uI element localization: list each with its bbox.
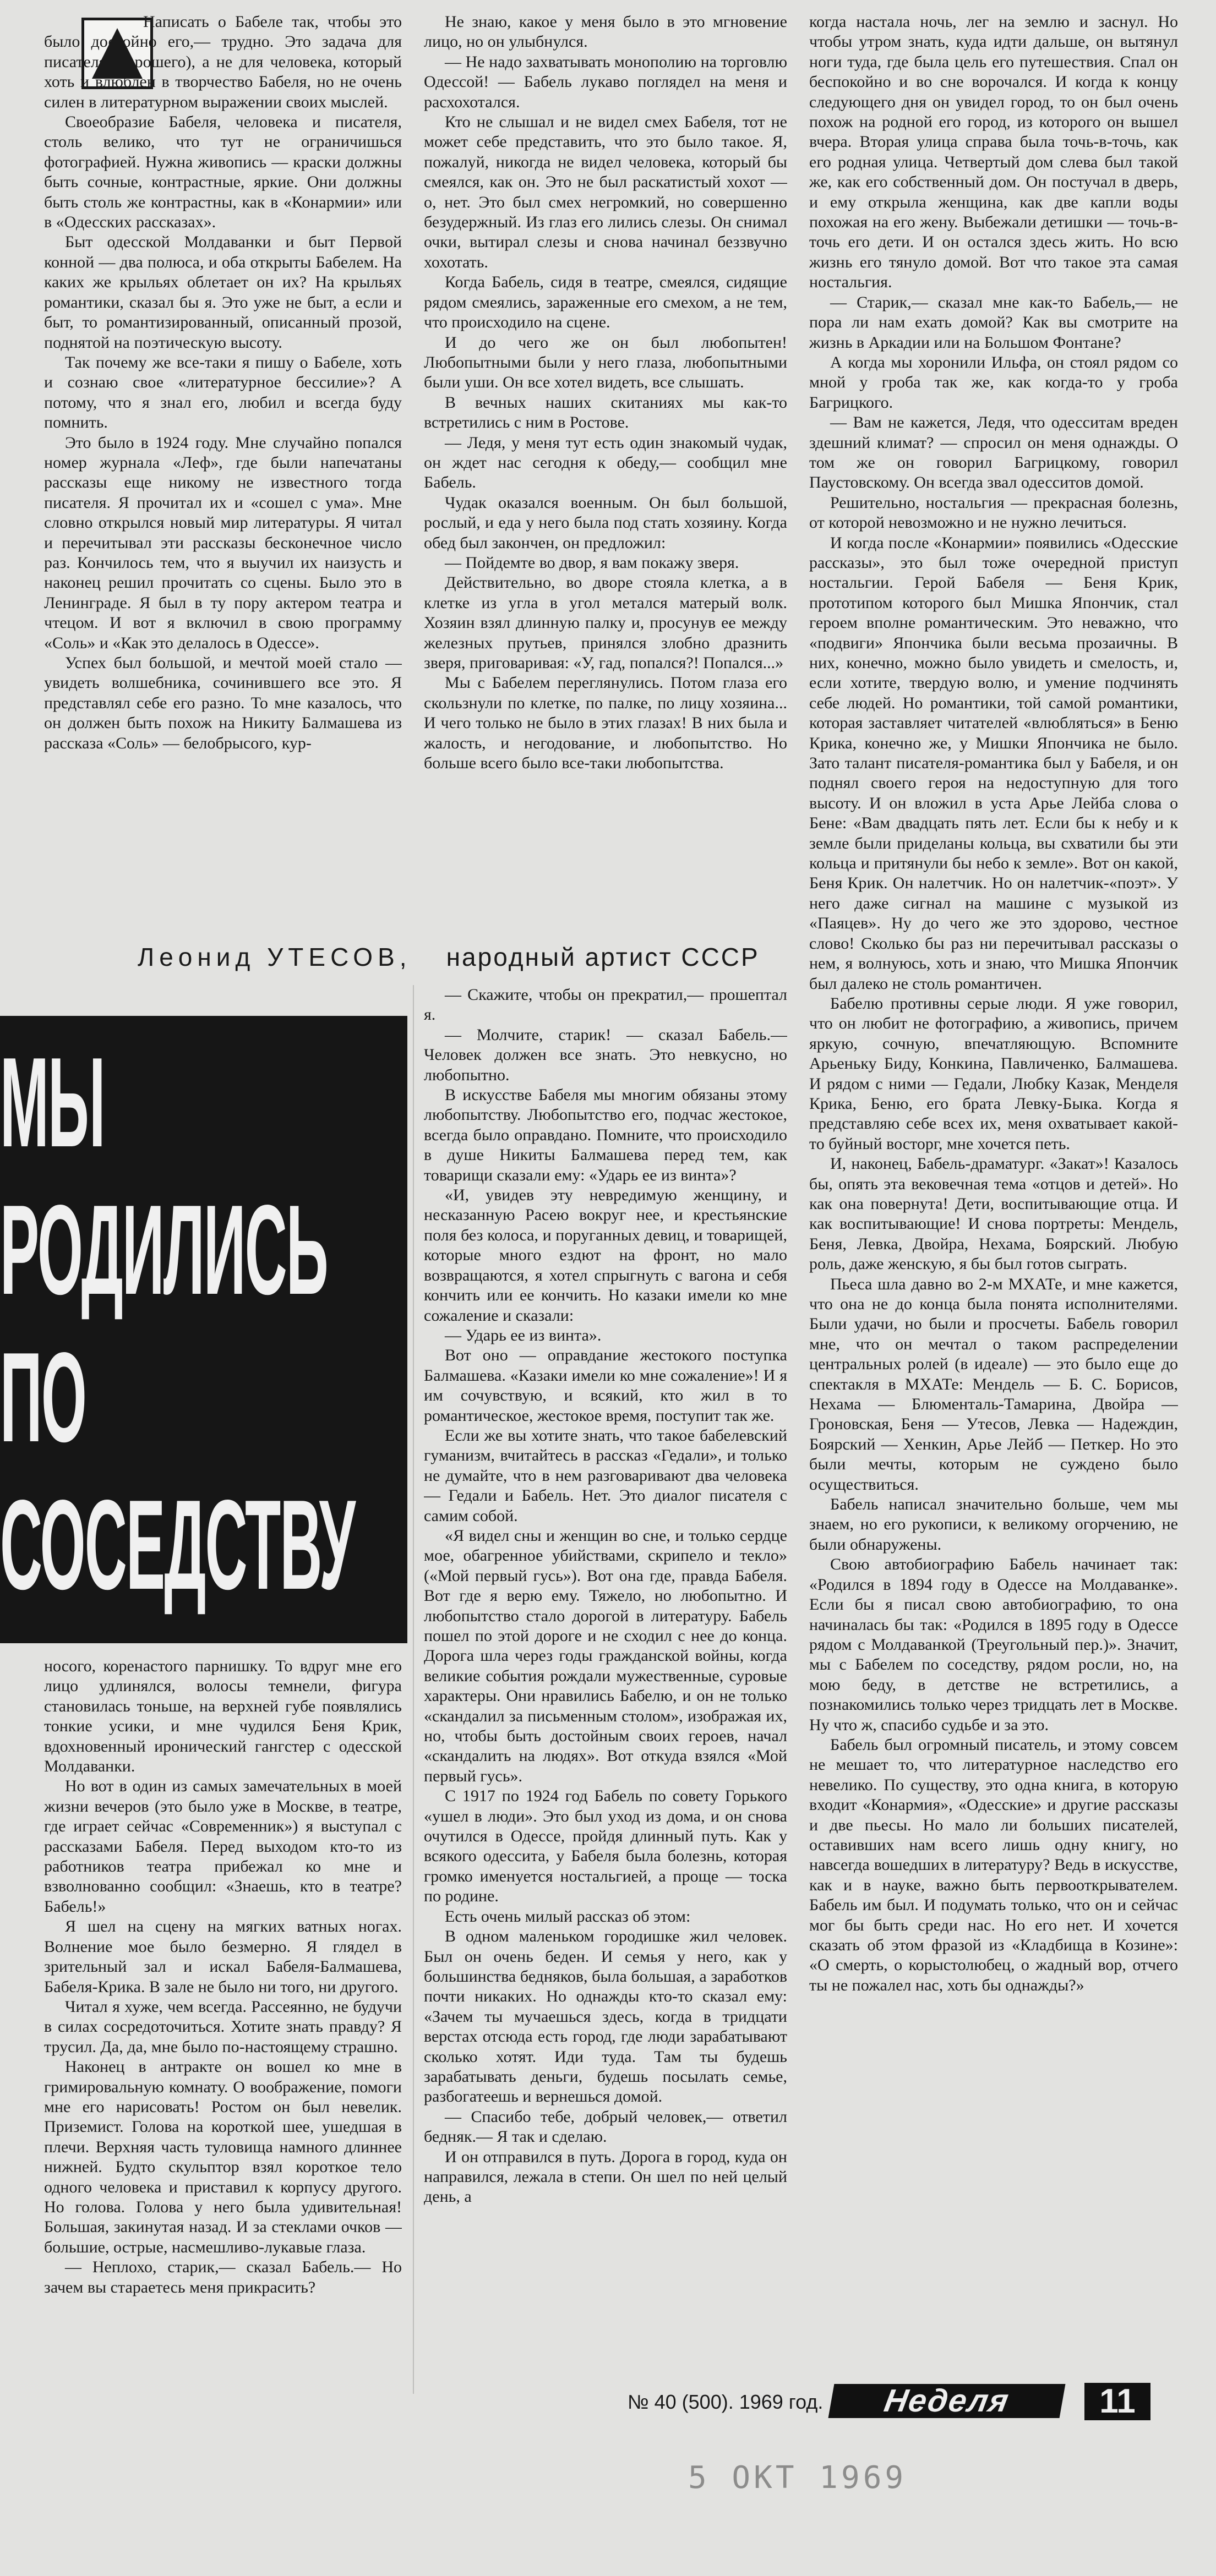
paragraph: — Ударь ее из винта». xyxy=(445,1326,602,1344)
paragraph: Есть очень милый рассказ об этом: xyxy=(445,1907,691,1926)
paragraph: И когда после «Конармии» появились «Одесские рассказы», это был тоже очередной приступ ностальгии. Герой Бабеля — Беня Крик, прототипом которого был Мишка Япончик, стал героем вполне романтическим. Это неважно, что «подвиги» Япончика были весьма прозаичны. В них, конечно, можно было увидеть и смелость, и, если хотите, твердую волю, и умение подчинять себе людей. Но романтики, той самой романтики, которая заставляет читателей «влюбляться» в Беню Крика, конечно же, у Мишки Япончика не было. Зато талант писателя-романтика был у Бабеля, и он поднял своего героя на недоступную для того высоту. И он вложил в уста Арье Лейба слова о Бене: «Вам двадцать пять лет. Если бы к небу и к земле были приделаны кольца, вы схватили бы эти кольца и притянули бы небо к земле». Вот он какой, Беня Крик. Он налетчик. Но он налетчик-«поэт». У него даже сигнал на машине с музыкой из «Паяцев». Ну до чего же это здорово, честное слово! Сколько бы раз ни перечитывал рассказы о нем, я волнуюсь, хоть и знаю, что Мишка Япончик был далеко не столь романтичен. xyxy=(809,533,1178,993)
date-stamp: 5 ОКТ 1969 xyxy=(688,2460,907,2496)
paragraph: — Пойдемте во двор, я вам покажу зверя. xyxy=(445,553,739,572)
paragraph: Не знаю, какое у меня было в это мгновение лицо, но он улыбнулся. xyxy=(424,13,787,51)
paragraph: Действительно, во дворе стояла клетка, а в клетке из угла в угол метался матерый волк. Хозяин взял длинную палку и, просунув ее между железных прутьев, принялся злобно дразнить зверя, приговаривая: «У, гад, попался?! Попался...» xyxy=(424,573,787,672)
paragraph: Успех был большой, и мечтой моей стало — увидеть волшебника, сочинившего все это. Я представлял себе его разно. То мне казалось, что он должен быть похож на Никиту Балмашева из рассказа «Соль» — белобрысого, кур- xyxy=(44,654,402,752)
paragraph: С 1917 по 1924 год Бабель по совету Горького «ушел в люди». Это был уход из дома, и он снова очутился в Одессе, пройдя длинный путь. Как у всякого одессита, у Бабеля была болезнь, которая громко именуется ностальгией, а проще — тоска по родине. xyxy=(424,1787,787,1906)
paragraph: Бабелю противны серые люди. Я уже говорил, что он любит не фотографию, а живопись, причем яркую, сочную, впечатляющую. Вспомните Арьеньку Биду, Конкина, Павличенко, Балмашева. И рядом с ними — Гедали, Любку Казак, Менделя Крика, Беню, его брата Левку-Быка. Когда я представляю себе всех их, меня охватывает какой-то буйный восторг, мне хочется петь. xyxy=(809,994,1178,1153)
paragraph: Но вот в один из самых замечательных в моей жизни вечеров (это было уже в Москве, в театре, где играет сейчас «Современник») я выступал с рассказами Бабеля. Перед выходом кто-то из работников театра прибежал ко мне и взволнованно сообщил: «Знаешь, кто в театре? Бабель!» xyxy=(44,1777,402,1916)
author-name: Леонид УТЕСОВ, xyxy=(138,943,412,971)
paragraph: Когда Бабель, сидя в театре, смеялся, сидящие рядом смеялись, зараженные его смехом, а не тем, что происходило на сцене. xyxy=(424,273,787,332)
paragraph: Вот оно — оправдание жестокого поступка Балмашева. «Казаки имели ко мне сожаление»! И я им сочувствую, и всякий, кто жил в то романтическое, жестокое время, поступит так же. xyxy=(424,1346,787,1425)
paragraph: Так почему же все-таки я пишу о Бабеле, хоть и сознаю свое «литературное бессилие»? А потому, что я знал его, любил и всегда буду помнить. xyxy=(44,353,402,432)
paragraph: Читал я хуже, чем всегда. Рассеянно, не будучи в силах сосредоточиться. Хотите знать правду? Я трусил. Да, да, мне было по-настоящему страшно. xyxy=(44,1997,402,2056)
headline-line-3: ПО xyxy=(0,1326,86,1469)
paragraph: — Скажите, чтобы он прекратил,— прошептал я. xyxy=(424,986,787,1024)
paragraph: Наконец в антракте он вошел ко мне в гримировальную комнату. О воображение, помоги мне его нарисовать! Ростом он был невелик. Приземист. Голова на короткой шее, ушедшая в плечи. Верхняя часть туловища намного длиннее нижней. Будто скульптор взял короткое тело одного человека и приставил к корпусу другого. Но голова. Голова у него была удивительная! Большая, закинутая назад. И за стеклами очков — большие, острые, насмешливо-лукавые глаза. xyxy=(44,2058,402,2256)
headline-line-1: МЫ xyxy=(0,1031,105,1174)
paragraph: «Я видел сны и женщин во сне, и только сердце мое, обагренное убийствами, скрипело и текло» («Мой первый гусь»). Вот она где, правда Бабеля. Вот где я верю ему. Тяжело, но любопытно. И любопытство стало дорогой в литературу. Бабель пошел по этой дороге и не сходил с нее до конца. Дорога шла через годы гражданской войны, когда великие события рождали мужественные, суровые характеры. Они нравились Бабелю, и он не только «скандалил за письменным столом», изображая их, но, чтобы быть достойным своих героев, начал «скандалить на людях». Вот откуда взялся «Мой первый гусь». xyxy=(424,1526,787,1785)
paragraph: Своеобразие Бабеля, человека и писателя, столь велико, что тут не ограничишься фотографией. Нужна живопись — краски должны быть сочные, контрастные, яркие. Они должны быть столь же контрастны, как в «Конармии» или в «Одесских рассказах». xyxy=(44,113,402,232)
paragraph: Если же вы хотите знать, что такое бабелевский гуманизм, вчитайтесь в рассказ «Гедали», и только не думайте, что в нем разговаривают два человека — Гедали и Бабель. Нет. Это диалог писателя с самим собой. xyxy=(424,1426,787,1525)
paragraph: — Молчите, старик! — сказал Бабель.— Человек должен все знать. Это невкусно, но любопытно. xyxy=(424,1025,787,1084)
paragraph: Быт одесской Молдаванки и быт Первой конной — два полюса, и оба открыты Бабелем. На каких же крыльях облетает он их? На крыльях романтики, сказал бы я. Это уже не быт, а если и быт, то романтизированный, описанный прозой, поднятой на поэтическую высоту. xyxy=(44,233,402,352)
paragraph: — Неплохо, старик,— сказал Бабель.— Но зачем вы стараетесь меня прикрасить? xyxy=(44,2258,402,2296)
headline-line-4: СОСЕДСТВУ xyxy=(0,1474,355,1616)
paragraph: Написать о Бабеле так, чтобы это было достойно его,— трудно. Это задача для писателя (хорошего), а не для человека, который хоть и влюблен в творчество Бабеля, но не очень силен в литературном выражении своих мыслей. xyxy=(44,13,402,111)
headline-block xyxy=(0,1016,407,1643)
paragraph: Свою автобиографию Бабель начинает так: «Родился в 1894 году в Одессе на Молдаванке». Если бы я писал свою автобиографию, то она начиналась бы так: «Родился в 1895 году в Одессе рядом с Молдаванкой (Треугольный пер.)». Значит, мы с Бабелем по соседству, рядом росли, но, на мою беду, в детстве не встретились, а познакомились только через тридцать лет в Москве. Ну что ж, спасибо судьбе и за это. xyxy=(809,1555,1178,1734)
column-2-bottom xyxy=(424,985,787,2394)
paragraph: В одном маленьком городишке жил человек. Был он очень беден. И семья у него, как у большинства бедняков, была большая, а заработков почти никаких. Но однажды кто-то сказал ему: «Зачем ты мучаешься здесь, когда в тридцати верстах отсюда есть город, где люди зарабатывают сколько хотят. Иди туда. Там ты будешь зарабатывать деньги, будешь посылать семье, разбогатеешь и вернешься домой. xyxy=(424,1927,787,2106)
paragraph: Чудак оказался военным. Он был большой, рослый, и еда у него была под стать хозяину. Когда обед был закончен, он предложил: xyxy=(424,493,787,552)
paragraph: В вечных наших скитаниях мы как-то встретились с ним в Ростове. xyxy=(424,393,787,432)
page-number: 11 xyxy=(1084,2383,1150,2420)
paragraph: Это было в 1924 году. Мне случайно попался номер журнала «Леф», где были напечатаны рассказы еще никому не известного тогда писателя. Я прочитал их и «сошел с ума». Мне словно открылся новый мир литературы. Я читал и перечитывал эти рассказы бесконечное число раз. Кончилось тем, что я выучил их наизусть и наконец решил прочитать со сцены. Было это в Ленинграде. Я был в ту пору актером театра и чтецом. И вот я включил в свою программу «Соль» и «Как это делалось в Одессе». xyxy=(44,433,402,652)
paragraph: Бабель был огромный писатель, и этому совсем не мешает то, что литературное наследство его невелико. По существу, это одна книга, в которую входит «Конармия», «Одесские» и другие рассказы и две пьесы. Но мало ли больших писателей, оставивших нам всего лишь одну книгу, но навсегда вошедших в литературу? Ведь в искусстве, как и в науке, важно быть первооткрывателем. Бабель им был. И подумать только, что он и сейчас мог бы быть среди нас. Но его нет. И хочется сказать об этом фразой из «Кладбища в Козине»: «О смерть, о корыстолюбец, о жадный вор, отчего ты не пожалел нас, хоть бы однажды?» xyxy=(809,1735,1178,1994)
paragraph: В искусстве Бабеля мы многим обязаны этому любопытству. Любопытство его, подчас жестокое, всегда было оправдано. Помните, что происходило в душе Никиты Балмашева перед тем, как товарищи сказали ему: «Ударь ее из винта»? xyxy=(424,1086,787,1184)
paragraph: — Ледя, у меня тут есть один знакомый чудак, он ждет нас сегодня к обеду,— сообщил мне Бабель. xyxy=(424,433,787,492)
paragraph: Кто не слышал и не видел смех Бабеля, тот не может себе представить, что это было такое. Я, пожалуй, никогда не видел человека, который бы смеялся, как он. Это не был раскатистый хохот — о, нет. Это был смех негромкий, но совершенно безудержный. Из глаз его лились слезы. Он снимал очки, вытирал слезы и снова начинал беззвучно хохотать. xyxy=(424,113,787,271)
paragraph: И, наконец, Бабель-драматург. «Закат»! Казалось бы, опять эта вековечная тема «отцов и детей». Но как она повернута! Дети, воспитывающие отца. И как воспитывающие! И снова портреты: Мендель, Беня, Левка, Двойра, Нехама, Боярский. Любую роль, даже женскую, я бы был готов сыграть. xyxy=(809,1155,1178,1273)
page-footer xyxy=(628,2377,1178,2427)
paragraph: носого, коренастого парнишку. То вдруг мне его лицо удлинялся, волосы темнели, фигура становилась тоньше, на верхней губе появлялись тонкие усики, и мне чудился Беня Крик, вдохновенный иронический гангстер с одесской Молдаванки. xyxy=(44,1657,402,1776)
paragraph: Мы с Бабелем переглянулись. Потом глаза его скользнули по клетке, по палке, по лицу хозяина... И чего только не было в этих глазах! В них была и жалость, и негодование, и любопытство. Но больше всего было все-таки любопытства. xyxy=(424,674,787,773)
author-title: народный артист СССР xyxy=(446,943,760,971)
nedelya-logo: Неделя xyxy=(828,2384,1066,2418)
paragraph: «И, увидев эту невредимую женщину, и несказанную Расею вокруг нее, и крестьянские поля без колоса, и поруганных девиц, и товарищей, которые много ездют на фронт, но мало возвращаются, я хотел спрыгнуть с вагона и себя кончить или ее кончить. Но казаки имели ко мне сожаление и сказали: xyxy=(424,1186,787,1325)
paragraph: И до чего же он был любопытен! Любопытными были у него глаза, любопытными были уши. Он все хотел видеть, все слышать. xyxy=(424,333,787,392)
byline xyxy=(138,942,820,972)
paragraph: Бабель написал значительно больше, чем мы знаем, но его рукописи, к великому огорчению, не были обнаружены. xyxy=(809,1495,1178,1554)
paragraph: когда настала ночь, лег на землю и заснул. Но чтобы утром знать, куда идти дальше, он вытянул ноги туда, где была цель его путешествия. Спал он беспокойно и во сне ворочался. И когда к концу следующего дня он увидел город, то он был очень похож на родной его город, из которого он вышел вчера. Вторая улица справа была точь-в-точь, как его родная улица. Четвертый дом слева был такой же, как его собственный дом. Он постучал в дверь, и ему открыла женщина, как две капли воды похожая на его жену. Выбежали детишки — точь-в-точь его дети. И он остался здесь жить. Но всю жизнь его тянуло домой. Вот что такое эта самая ностальгия. xyxy=(809,13,1178,292)
paragraph: А когда мы хоронили Ильфа, он стоял рядом со мной у гроба так же, как когда-то у гроба Багрицкого. xyxy=(809,353,1178,412)
paragraph: — Старик,— сказал мне как-то Бабель,— не пора ли нам ехать домой? Как вы смотрите на жизнь в Аркадии или на Большом Фонтане? xyxy=(809,293,1178,352)
paragraph: — Вам не кажется, Ледя, что одесситам вреден здешний климат? — спросил он меня однажды. О том же он говорил Багрицкому, говорил Паустовскому. Он всегда звал одесситов домой. xyxy=(809,413,1178,492)
paragraph: Я шел на сцену на мягких ватных ногах. Волнение мое было безмерно. Я глядел в зрительный зал и искал Бабеля-Балмашева, Бабеля-Крика. В зале не было ни того, ни другого. xyxy=(44,1917,402,1996)
column-divider xyxy=(413,985,414,2394)
headline-line-2: РОДИЛИСЬ xyxy=(0,1179,328,1321)
column-2-top xyxy=(424,12,787,926)
paragraph: И он отправился в путь. Дорога в город, куда он направился, лежала в степи. Он шел по ней целый день, а xyxy=(424,2147,787,2206)
paragraph: Пьеса шла давно во 2-м МХАТе, и мне кажется, что она не до конца была понята исполнителями. Были удачи, но были и просчеты. Бабель говорил мне, что он мечтал о таком распределении центральных ролей (в идеале) — это было еще до спектакля в МХАТе: Мендель — Б. С. Борисов, Нехама — Блюменталь-Тамарина, Двойра — Гроновская, Беня — Утесов, Левка — Надеждин, Боярский — Хенкин, Арье Лейб — Петкер. Но это были мечты, которым не суждено было осуществиться. xyxy=(809,1275,1178,1494)
column-1-bottom xyxy=(44,1656,402,2399)
column-3 xyxy=(809,12,1178,2373)
paragraph: — Спасибо тебе, добрый человек,— ответил бедняк.— Я так и сделаю. xyxy=(424,2107,787,2146)
issue-number: № 40 (500). 1969 год. xyxy=(628,2391,824,2413)
paragraph: Решительно, ностальгия — прекрасная болезнь, от которой невозможно и не нужно лечиться. xyxy=(809,493,1178,532)
paragraph: — Не надо захватывать монополию на торговлю Одессой! — Бабель лукаво поглядел на меня и расхохотался. xyxy=(424,52,787,111)
column-1-top xyxy=(44,12,402,926)
